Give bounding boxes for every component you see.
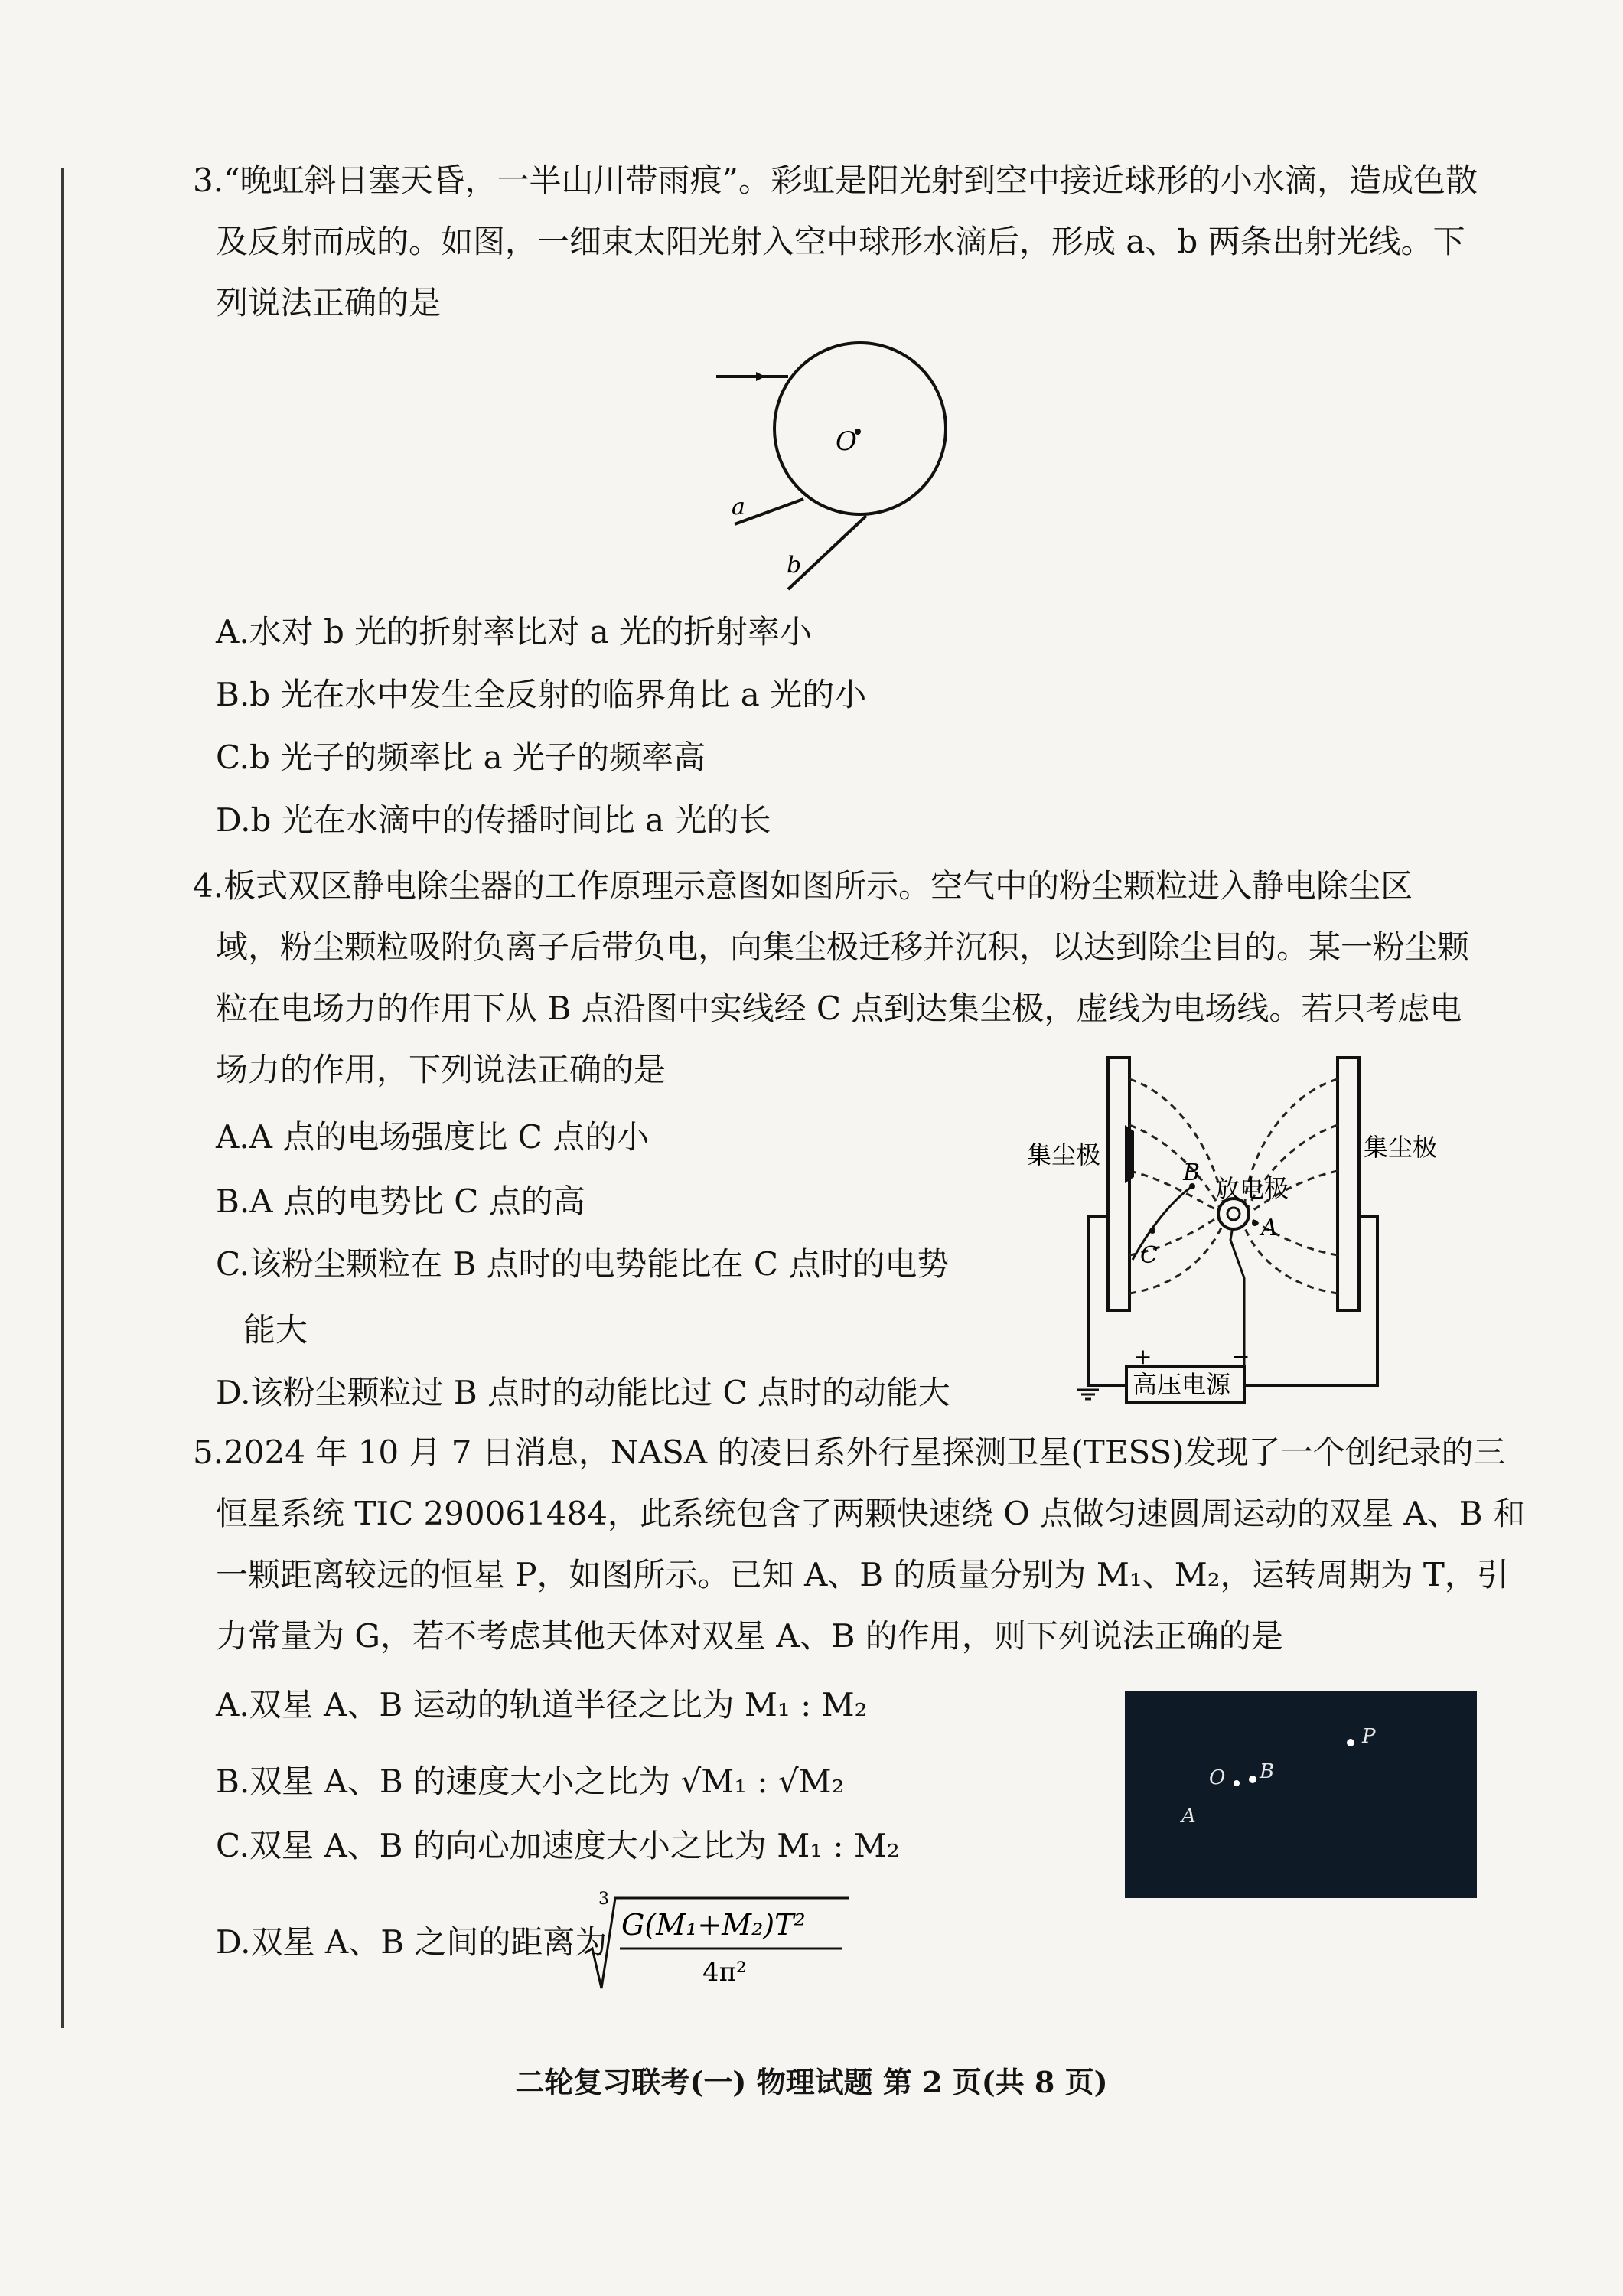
- question-4-option-d: D.该粉尘颗粒过 B 点时的动能比过 C 点时的动能大: [216, 1374, 950, 1411]
- option-d-formula: [582, 1890, 857, 1998]
- minus-sign: −: [1232, 1344, 1250, 1369]
- page-footer: 二轮复习联考(一) 物理试题 第 2 页(共 8 页): [515, 2065, 1108, 2099]
- question-3-option-a: A.水对 b 光的折射率比对 a 光的折射率小: [216, 613, 813, 651]
- question-5-option-d: D.双星 A、B 之间的距离为: [216, 1923, 608, 1961]
- star-p: [1347, 1739, 1354, 1746]
- question-3-option-b: B.b 光在水中发生全反射的临界角比 a 光的小: [216, 676, 867, 713]
- discharge-electrode-outer: [1218, 1199, 1249, 1229]
- formula-denominator: 4π²: [702, 1957, 747, 1988]
- question-5-line-3: 一颗距离较远的恒星 P，如图所示。已知 A、B 的质量分别为 M₁、M₂，运转周期为 T，引: [216, 1556, 1509, 1593]
- star-o: [1234, 1780, 1240, 1786]
- question-4-line-3: 粒在电场力的作用下从 B 点沿图中实线经 C 点到达集尘极，虚线为电场线。若只考虑电: [216, 990, 1462, 1027]
- question-5-line-2: 恒星系统 TIC 290061484，此系统包含了两颗快速绕 O 点做匀速圆周运动的双星 A、B 和: [216, 1495, 1525, 1532]
- formula-root-index: 3: [598, 1890, 609, 1909]
- question-3-line-3: 列说法正确的是: [216, 284, 442, 321]
- point-b-label: B: [1183, 1159, 1201, 1186]
- collected-dust-mark: [1125, 1125, 1134, 1183]
- question-5-option-c: C.双星 A、B 的向心加速度大小之比为 M₁ : M₂: [216, 1827, 900, 1864]
- formula-numerator: G(M₁+M₂)T²: [621, 1908, 806, 1942]
- question-4-option-c-cont: 能大: [243, 1311, 308, 1349]
- point-a-label: A: [1261, 1215, 1278, 1241]
- right-collector-plate: [1338, 1058, 1359, 1310]
- question-4-line-1: 4.板式双区静电除尘器的工作原理示意图如图所示。空气中的粉尘颗粒进入静电除尘区: [193, 867, 1413, 905]
- droplet-circle: [774, 343, 946, 514]
- question-5-option-b: B.双星 A、B 的速度大小之比为 √M₁ : √M₂: [216, 1763, 845, 1800]
- question-4-line-2: 域，粉尘颗粒吸附负离子后带负电，向集尘极迁移并沉积，以达到除尘目的。某一粉尘颗: [216, 928, 1470, 966]
- question-4-line-4: 场力的作用，下列说法正确的是: [216, 1051, 666, 1088]
- question-4-option-c: C.该粉尘颗粒在 B 点时的电势能比在 C 点时的电势: [216, 1245, 950, 1283]
- question-5-line-1: 5.2024 年 10 月 7 日消息，NASA 的凌日系外行星探测卫星(TESS)发现了一个创纪录的三: [193, 1433, 1506, 1471]
- power-label: 高压电源: [1133, 1370, 1231, 1399]
- electrostatic-precipitator-figure: [1018, 1049, 1446, 1401]
- point-a-dot: [1252, 1220, 1258, 1226]
- incident-arrow: [756, 372, 765, 381]
- point-c-label: C: [1140, 1242, 1158, 1269]
- photo-label-b: B: [1260, 1760, 1275, 1783]
- photo-label-a: A: [1181, 1805, 1196, 1828]
- photo-label-o: O: [1209, 1766, 1226, 1789]
- question-3-option-d: D.b 光在水滴中的传播时间比 a 光的长: [216, 801, 771, 839]
- plus-sign: +: [1134, 1344, 1152, 1369]
- ray-a-label: a: [732, 494, 745, 520]
- water-droplet-figure: [704, 337, 1025, 597]
- left-collector-plate: [1108, 1058, 1129, 1310]
- point-c-dot: [1149, 1228, 1155, 1234]
- question-5-line-4: 力常量为 G，若不考虑其他天体对双星 A、B 的作用，则下列说法正确的是: [216, 1617, 1283, 1655]
- center-label: O: [836, 426, 857, 457]
- question-4-option-a: A.A 点的电场强度比 C 点的小: [216, 1118, 650, 1156]
- question-3-line-2: 及反射而成的。如图，一细束太阳光射入空中球形水滴后，形成 a、b 两条出射光线。下: [216, 223, 1465, 260]
- discharge-electrode-label: 放电极: [1215, 1174, 1289, 1203]
- star-b: [1249, 1776, 1256, 1783]
- ray-b-label: b: [787, 552, 802, 579]
- star-system-photo: [1125, 1691, 1477, 1898]
- margin-line: [61, 168, 64, 2028]
- right-plate-label: 集尘极: [1364, 1133, 1438, 1162]
- question-3-option-c: C.b 光子的频率比 a 光子的频率高: [216, 739, 706, 776]
- question-5-option-a: A.双星 A、B 运动的轨道半径之比为 M₁ : M₂: [216, 1686, 868, 1724]
- photo-label-p: P: [1362, 1725, 1376, 1748]
- left-plate-label: 集尘极: [1027, 1140, 1101, 1169]
- question-4-option-b: B.A 点的电势比 C 点的高: [216, 1182, 585, 1220]
- question-3-line-1: 3.“晚虹斜日塞天昏，一半山川带雨痕”。彩虹是阳光射到空中接近球形的小水滴，造成色散: [193, 161, 1478, 199]
